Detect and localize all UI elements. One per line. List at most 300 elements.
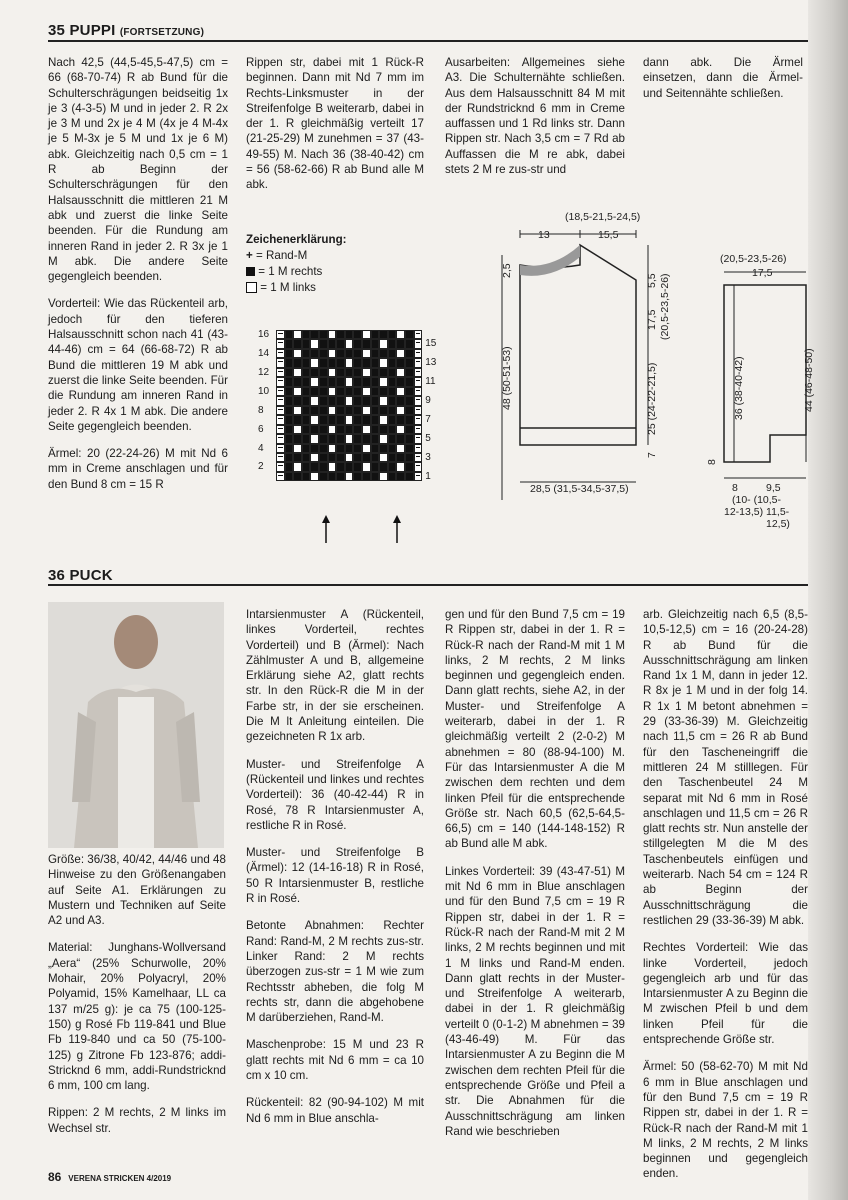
- chart-knit-cell: [319, 358, 328, 367]
- chart-knit-cell: [396, 396, 405, 405]
- chart-knit-cell: [328, 339, 337, 348]
- chart-knit-cell: [336, 358, 345, 367]
- chart-purl-cell: [345, 339, 354, 348]
- chart-knit-cell: [319, 368, 328, 377]
- chart-knit-cell: [310, 425, 319, 434]
- chart-knit-cell: [405, 387, 414, 396]
- chart-knit-cell: [328, 415, 337, 424]
- chart-edge-cell: [276, 396, 285, 405]
- chart-edge-cell: [276, 368, 285, 377]
- chart-knit-cell: [302, 453, 311, 462]
- chart-edge-cell: [414, 377, 423, 386]
- chart-edge-cell: [276, 462, 285, 471]
- dim-48: 48 (50-51-53): [501, 346, 513, 410]
- chart-knit-cell: [388, 339, 397, 348]
- chart-knit-cell: [302, 462, 311, 471]
- chart-purl-cell: [362, 387, 371, 396]
- chart-edge-cell: [276, 339, 285, 348]
- chart-purl-cell: [310, 339, 319, 348]
- purl-stitch-symbol: [246, 282, 257, 293]
- chart-purl-cell: [328, 349, 337, 358]
- chart-knit-cell: [396, 358, 405, 367]
- chart-knit-cell: [302, 472, 311, 481]
- chart-knit-cell: [302, 358, 311, 367]
- chart-knit-cell: [371, 462, 380, 471]
- chart-knit-cell: [285, 444, 294, 453]
- chart-knit-cell: [310, 462, 319, 471]
- chart-knit-cell: [396, 453, 405, 462]
- knit-stitch-symbol: [246, 267, 255, 276]
- chart-edge-cell: [414, 349, 423, 358]
- chart-purl-cell: [362, 406, 371, 415]
- paragraph: Hinweise zu den Größenangaben auf Seite A1. Erklärungen zu Mustern und Techniken auf Seite A2 und A3.: [48, 868, 226, 928]
- chart-knit-cell: [336, 339, 345, 348]
- dim-13: 13: [538, 229, 550, 241]
- chart-row-number: 10: [258, 385, 270, 397]
- chart-edge-cell: [414, 358, 423, 367]
- chart-knit-cell: [328, 434, 337, 443]
- edge-stitch-symbol: +: [246, 249, 253, 262]
- section-36-col2: [246, 607, 424, 1138]
- chart-purl-cell: [396, 387, 405, 396]
- chart-knit-cell: [336, 387, 345, 396]
- chart-purl-cell: [328, 425, 337, 434]
- chart-knit-cell: [353, 444, 362, 453]
- chart-knit-cell: [371, 434, 380, 443]
- chart-knit-cell: [362, 339, 371, 348]
- chart-knit-cell: [336, 472, 345, 481]
- chart-purl-cell: [293, 406, 302, 415]
- chart-purl-cell: [310, 415, 319, 424]
- chart-knit-cell: [405, 349, 414, 358]
- paragraph: Nach 42,5 (44,5-45,5-47,5) cm = 66 (68-70-74) R ab Bund für die Schulterschrägungen beidseitig 1x je 3 (4-3-5) M und in jeder 2. R 2x je 3 M und 2x je 4 M (4x je 4 M-4x je 5 M-3x je 5 M und 1x je 6 M) abk. Gleichzeitig nach 0,5 cm = 1 R ab Beginn der Schulterschrägungen für den Halsausschnitt die mittleren 21 M abk und zuerst die linke Seite beenden. Für die Rundung am inneren Rand in jeder 2. R 3x je 1 M abk. Die andere Seite gegengleich beenden.: [48, 56, 228, 284]
- chart-knit-cell: [302, 415, 311, 424]
- chart-knit-cell: [371, 453, 380, 462]
- chart-knit-cell: [285, 349, 294, 358]
- chart-knit-cell: [310, 406, 319, 415]
- chart-knit-cell: [302, 387, 311, 396]
- dim-5-5: 5,5: [646, 273, 658, 288]
- section-35-col3: [445, 55, 625, 189]
- chart-knit-cell: [371, 377, 380, 386]
- chart-row-number: 6: [258, 423, 264, 435]
- chart-knit-cell: [285, 425, 294, 434]
- legend-title: Zeichenerklärung:: [246, 233, 347, 246]
- chart-knit-cell: [371, 472, 380, 481]
- chart-knit-cell: [319, 396, 328, 405]
- chart-knit-cell: [388, 368, 397, 377]
- chart-knit-cell: [345, 425, 354, 434]
- arrow-up-icon: [322, 515, 330, 523]
- chart-knit-cell: [310, 349, 319, 358]
- chart-knit-cell: [353, 462, 362, 471]
- chart-purl-cell: [328, 368, 337, 377]
- legend-item-purl: [246, 280, 347, 296]
- chart-knit-cell: [388, 434, 397, 443]
- section-35-col4: [643, 55, 803, 113]
- legend-label: = 1 M rechts: [258, 265, 323, 278]
- legend: [246, 232, 347, 296]
- schematic-diagram: [440, 210, 815, 540]
- chart-knit-cell: [353, 349, 362, 358]
- chart-row-number: 7: [425, 414, 431, 426]
- magazine-name: VERENA STRICKEN 4/2019: [68, 1174, 172, 1183]
- chart-knit-cell: [319, 462, 328, 471]
- chart-purl-cell: [310, 434, 319, 443]
- sleeve-dim-b3: (10- (10,5-: [732, 494, 782, 506]
- chart-knit-cell: [328, 472, 337, 481]
- section-36-col4: [643, 607, 808, 1194]
- chart-purl-cell: [379, 396, 388, 405]
- chart-purl-cell: [345, 358, 354, 367]
- chart-purl-cell: [310, 472, 319, 481]
- chart-knit-cell: [319, 453, 328, 462]
- legend-item-knit: [246, 264, 347, 280]
- chart-edge-cell: [414, 425, 423, 434]
- chart-knit-cell: [405, 377, 414, 386]
- chart-purl-cell: [293, 387, 302, 396]
- chart-knit-cell: [336, 406, 345, 415]
- section-35-subtitle: (FORTSETZUNG): [119, 27, 205, 38]
- section-36-rule: [48, 584, 808, 586]
- chart-purl-cell: [310, 453, 319, 462]
- chart-edge-cell: [414, 330, 423, 339]
- chart-knit-cell: [353, 425, 362, 434]
- chart-knit-cell: [319, 387, 328, 396]
- chart-row-number: 8: [258, 404, 264, 416]
- chart-knit-cell: [371, 415, 380, 424]
- chart-edge-cell: [414, 396, 423, 405]
- chart-edge-cell: [414, 406, 423, 415]
- chart-knit-cell: [345, 387, 354, 396]
- chart-purl-cell: [345, 415, 354, 424]
- chart-edge-cell: [414, 434, 423, 443]
- chart-knit-cell: [328, 396, 337, 405]
- chart-purl-cell: [328, 406, 337, 415]
- section-35-title: [48, 22, 204, 39]
- chart-knit-cell: [405, 406, 414, 415]
- chart-knit-cell: [319, 472, 328, 481]
- chart-knit-cell: [396, 339, 405, 348]
- chart-edge-cell: [276, 387, 285, 396]
- chart-knit-cell: [285, 472, 294, 481]
- chart-knit-cell: [319, 349, 328, 358]
- adjacent-page-edge: [808, 0, 848, 1200]
- chart-knit-cell: [379, 406, 388, 415]
- chart-knit-cell: [388, 396, 397, 405]
- paragraph: Rippen str, dabei mit 1 Rück-R beginnen. Dann mit Nd 7 mm im Rechts-Linksmuster in der Streifenfolge B weiterarb, dabei in der 1. R gleichmäßig verteilt 17 (21-25-29) M zunehmen = 37 (43-49-55) M. Nach 36 (38-40-42) cm = 56 (58-62-66) R ab Bund alle M abk.: [246, 56, 424, 192]
- chart-knit-cell: [345, 444, 354, 453]
- chart-knit-cell: [302, 425, 311, 434]
- chart-knit-cell: [353, 434, 362, 443]
- chart-edge-cell: [276, 453, 285, 462]
- dim-17-5-sizes: (20,5-23,5-26): [659, 273, 671, 340]
- chart-purl-cell: [396, 368, 405, 377]
- chart-knit-cell: [353, 358, 362, 367]
- chart-knit-cell: [405, 425, 414, 434]
- chart-knit-cell: [353, 396, 362, 405]
- chart-purl-cell: [396, 462, 405, 471]
- chart-knit-cell: [396, 434, 405, 443]
- paragraph: Ärmel: 20 (22-24-26) M mit Nd 6 mm in Creme anschlagen und für den Bund 8 cm = 15 R: [48, 447, 228, 491]
- chart-knit-cell: [293, 415, 302, 424]
- chart-edge-cell: [414, 472, 423, 481]
- dim-top: (18,5-21,5-24,5): [565, 211, 641, 223]
- chart-knit-cell: [285, 368, 294, 377]
- chart-knit-cell: [388, 472, 397, 481]
- chart-row-number: 5: [425, 433, 431, 445]
- paragraph: Vorderteil: Wie das Rückenteil arb, jedoch für den tieferen Halsausschnitt schon nach 41 (43-44-46) cm = 64 (66-68-72) R ab Bund die mittleren 19 M abk und zuerst die linke Seite beenden. Für die Rundung am inneren Rand in jeder 2. R 4x 1 M abk. Die andere Seite gegengleich beenden.: [48, 297, 228, 433]
- paragraph: Maschenprobe: 15 M und 23 R glatt rechts mit Nd 6 mm = ca 10 cm x 10 cm.: [246, 1038, 424, 1083]
- chart-purl-cell: [310, 358, 319, 367]
- chart-purl-cell: [293, 368, 302, 377]
- chart-knit-cell: [319, 339, 328, 348]
- chart-row-number: 13: [425, 357, 437, 369]
- chart-edge-cell: [414, 339, 423, 348]
- chart-knit-cell: [379, 462, 388, 471]
- chart-knit-cell: [388, 406, 397, 415]
- chart-knit-cell: [388, 358, 397, 367]
- chart-knit-cell: [405, 472, 414, 481]
- chart-row-number: 1: [425, 470, 431, 482]
- sleeve-dim-b5: 12,5): [766, 518, 790, 530]
- sleeve-dim-b2: 9,5: [766, 482, 781, 494]
- chart-knit-cell: [345, 368, 354, 377]
- chart-knit-cell: [353, 406, 362, 415]
- chart-edge-cell: [276, 425, 285, 434]
- paragraph: Ärmel: 50 (58-62-70) M mit Nd 6 mm in Blue anschlagen und für den Bund 7,5 cm = 19 R Rippen str, dabei in der 1. R = Rück-R nach der Rand-M mit 1 M links, 2 M rechts, 2 M links beginnen und gegengleich enden.: [643, 1060, 808, 1181]
- chart-knit-cell: [293, 396, 302, 405]
- chart-purl-cell: [293, 330, 302, 339]
- chart-knit-cell: [302, 349, 311, 358]
- chart-knit-cell: [285, 387, 294, 396]
- chart-purl-cell: [328, 462, 337, 471]
- chart-purl-cell: [345, 396, 354, 405]
- paragraph: Rechtes Vorderteil: Wie das linke Vorderteil, jedoch gegengleich arb und für das Intarsienmuster A zu Beginn die M zwischen Pfeil b und dem linken Pfeil für die entsprechende Größe str.: [643, 941, 808, 1047]
- chart-purl-cell: [362, 368, 371, 377]
- chart-purl-cell: [362, 444, 371, 453]
- paragraph: Intarsienmuster A (Rückenteil, linkes Vorderteil, rechtes Vorderteil) und B (Ärmel): Nach Zählmuster A und B, allgemeine Erklärung siehe A2, glatt rechts str. In den Rück-R die M in der Farbe str, in der sie erscheinen. Die M lt Anleitung einteilen. Die gezeichneten R 1x arb.: [246, 608, 424, 744]
- chart-row-number: 3: [425, 451, 431, 463]
- chart-purl-cell: [345, 453, 354, 462]
- chart-knit-cell: [396, 377, 405, 386]
- chart-knit-cell: [371, 425, 380, 434]
- chart-knit-cell: [379, 330, 388, 339]
- chart-knit-cell: [293, 377, 302, 386]
- chart-knit-cell: [319, 425, 328, 434]
- chart-row-number: 15: [425, 338, 437, 350]
- section-35-rule: [48, 40, 808, 42]
- chart-purl-cell: [293, 349, 302, 358]
- dim-2-5: 2,5: [501, 263, 513, 278]
- chart-knit-cell: [345, 349, 354, 358]
- chart-knit-cell: [379, 349, 388, 358]
- chart-knit-cell: [310, 368, 319, 377]
- chart-knit-cell: [302, 444, 311, 453]
- chart-knit-cell: [336, 330, 345, 339]
- chart-knit-cell: [336, 377, 345, 386]
- section-36-title: 36 PUCK: [48, 567, 113, 584]
- chart-purl-cell: [379, 377, 388, 386]
- chart-knit-cell: [379, 387, 388, 396]
- chart-knit-cell: [362, 472, 371, 481]
- chart-edge-cell: [414, 387, 423, 396]
- chart-knit-cell: [405, 453, 414, 462]
- sleeve-dim-8: 8: [706, 459, 718, 465]
- chart-knit-cell: [302, 406, 311, 415]
- chart-knit-cell: [328, 453, 337, 462]
- chart-purl-cell: [345, 377, 354, 386]
- chart-row-number: 16: [258, 329, 270, 340]
- neckline-shading: [520, 245, 580, 276]
- dim-7: 7: [646, 452, 658, 458]
- chart-knit-cell: [285, 339, 294, 348]
- chart-purl-cell: [328, 444, 337, 453]
- chart-knit-cell: [405, 462, 414, 471]
- paragraph: Muster- und Streifenfolge B (Ärmel): 12 (14-16-18) R in Rosé, 50 R Intarsienmuster B, restliche R in Rosé.: [246, 846, 424, 906]
- chart-knit-cell: [396, 415, 405, 424]
- chart-knit-cell: [345, 462, 354, 471]
- chart-knit-cell: [388, 415, 397, 424]
- chart-edge-cell: [276, 330, 285, 339]
- chart-knit-cell: [336, 453, 345, 462]
- chart-knit-cell: [362, 358, 371, 367]
- chart-knit-cell: [353, 339, 362, 348]
- chart-edge-cell: [414, 368, 423, 377]
- sleeve-dim-44: 44 (46-48-50): [803, 348, 815, 412]
- chart-knit-cell: [388, 387, 397, 396]
- chart-purl-cell: [379, 358, 388, 367]
- chart-knit-cell: [293, 434, 302, 443]
- chart-knit-cell: [405, 444, 414, 453]
- chart-knit-cell: [362, 453, 371, 462]
- chart-edge-cell: [276, 444, 285, 453]
- chart-knit-cell: [379, 425, 388, 434]
- chart-knit-cell: [371, 358, 380, 367]
- chart-purl-cell: [396, 406, 405, 415]
- chart-row-number: 11: [425, 376, 436, 388]
- chart-knit-cell: [353, 453, 362, 462]
- chart-purl-cell: [396, 330, 405, 339]
- chart-purl-cell: [379, 453, 388, 462]
- chart-knit-cell: [319, 406, 328, 415]
- chart-knit-cell: [336, 368, 345, 377]
- chart-knit-cell: [362, 415, 371, 424]
- chart-knit-cell: [328, 377, 337, 386]
- paragraph: Material: Junghans-Wollversand „Aera“ (25% Schurwolle, 20% Mohair, 20% Polyacryl, 20% Polyamid, 15% Kamelhaar, LL ca 137 m/25 g): je ca 75 (100-125-150) g Rosé Fb 119-841 und Blue Fb 119-840 und ca 50 (75-100-125) g Zitrone Fb 123-876; addi-Stricknd 6 mm, addi-Rundstricknd 6 mm, 100 cm lang.: [48, 941, 226, 1093]
- arrow-up-icon: [393, 515, 401, 523]
- chart-knit-cell: [405, 358, 414, 367]
- chart-knit-cell: [371, 396, 380, 405]
- chart-knit-cell: [336, 462, 345, 471]
- chart-knit-cell: [319, 434, 328, 443]
- chart-knit-cell: [353, 387, 362, 396]
- sleeve-dim-top: (20,5-23,5-26): [720, 253, 787, 265]
- chart-knit-cell: [379, 368, 388, 377]
- section-36-col1: [48, 852, 226, 1148]
- chart-knit-cell: [353, 377, 362, 386]
- page-number: 86: [48, 1170, 62, 1184]
- chart-knit-cell: [302, 434, 311, 443]
- chart-knit-cell: [371, 387, 380, 396]
- chart-knit-cell: [388, 377, 397, 386]
- chart-knit-cell: [285, 453, 294, 462]
- chart-knit-cell: [302, 339, 311, 348]
- chart-knit-cell: [396, 472, 405, 481]
- stitch-chart: [258, 329, 437, 515]
- chart-knit-cell: [336, 425, 345, 434]
- chart-purl-cell: [293, 462, 302, 471]
- paragraph: arb. Gleichzeitig nach 6,5 (8,5-10,5-12,5) cm = 16 (20-24-28) R ab Bund für die Ausschnittschrägung am linken Rand 1x 1 M, dann in jeder 12. R 8x je 1 M und in der folg 14. R 1x 1 M betont abnehmen = 29 (33-36-39) M. Gleichzeitig nach 11,5 cm = 26 R ab Bund für den Tascheneingriff die mittleren 24 M stilllegen. Für den Taschenbeutel 24 M separat mit Nd 6 mm in Rosé anschlagen und 11,5 cm = 26 R glatt rechts str. Nun anstelle der stillgelegten M die M des Taschenbeutels einfügen und weiterarb. Nach 54 cm = 124 R ab Beginn der Ausschnittschrägung die restlichen 29 (33-36-39) M abk.: [643, 608, 808, 927]
- chart-knit-cell: [388, 462, 397, 471]
- chart-knit-cell: [319, 330, 328, 339]
- chart-edge-cell: [276, 349, 285, 358]
- model-photo: [48, 602, 224, 848]
- legend-label: = Rand-M: [256, 249, 308, 262]
- paragraph: Rippen: 2 M rechts, 2 M links im Wechsel str.: [48, 1106, 226, 1135]
- chart-edge-cell: [276, 377, 285, 386]
- chart-purl-cell: [345, 434, 354, 443]
- chart-knit-cell: [336, 415, 345, 424]
- paragraph: Linkes Vorderteil: 39 (43-47-51) M mit Nd 6 mm in Blue anschlagen und für den Bund 7,5 cm = 19 R Rippen str, dabei in der 1. R = Rück-R nach der Rand-M mit 2 M links, 2 M rechts beginnen und mit 1 M links und Rand-M enden. Dann glatt rechts in der Muster- und Streifenfolge A weiterarb, dabei in der 1. R gleichmäßig verteilt 0 (0-1-2) M abnehmen = 39 (43-46-49) M. Für das Intarsienmuster A zu Beginn die M zwischen dem rechten Pfeil für die entsprechende Größe und Pfeil a str. Die Abnahmen für die Ausschnittschrägung am linken Rand wie beschrieben: [445, 864, 625, 1138]
- chart-knit-cell: [371, 339, 380, 348]
- chart-knit-cell: [328, 358, 337, 367]
- chart-knit-cell: [405, 396, 414, 405]
- chart-knit-cell: [319, 377, 328, 386]
- chart-purl-cell: [310, 396, 319, 405]
- chart-knit-cell: [293, 358, 302, 367]
- chart-purl-cell: [379, 434, 388, 443]
- section-35-number: 35 PUPPI: [48, 22, 116, 39]
- chart-knit-cell: [302, 368, 311, 377]
- chart-purl-cell: [379, 415, 388, 424]
- chart-purl-cell: [328, 387, 337, 396]
- chart-knit-cell: [310, 330, 319, 339]
- chart-purl-cell: [396, 444, 405, 453]
- chart-knit-cell: [362, 434, 371, 443]
- dim-17-5: 17,5: [646, 309, 658, 330]
- chart-knit-cell: [285, 462, 294, 471]
- dim-25: 25 (24-22-21,5): [646, 362, 658, 435]
- chart-purl-cell: [293, 444, 302, 453]
- chart-knit-cell: [319, 444, 328, 453]
- paragraph: Betonte Abnahmen: Rechter Rand: Rand-M, 2 M rechts zus-str. Linker Rand: 2 M rechts überzogen zus-str = 1 M wie zum Rechtsstr abheben, die folg M rechts str, dann die abgehobene M darüberziehen, Rand-M.: [246, 919, 424, 1025]
- chart-row-number: 9: [425, 395, 431, 407]
- section-36-col3: [445, 607, 625, 1151]
- chart-knit-cell: [353, 330, 362, 339]
- paragraph: gen und für den Bund 7,5 cm = 19 R Rippen str, dabei in der 1. R = Rück-R nach der Rand-M mit 1 M links, 2 M rechts, 2 M links beginnen und gegengleich enden. Dann glatt rechts, siehe A2, in der Muster- und Streifenfolge A weiterarb, dabei in der 1. R gleichmäßig verteilt 2 (2-0-2) M abnehmen = 80 (88-94-100) M. Für das Intarsienmuster A die M zwischen dem rechten und dem linken Pfeil für die entsprechende Größe str. Nach 60,5 (62,5-64,5-66,5) cm = 140 (144-148-152) R ab Bund alle M abk.: [445, 608, 625, 851]
- chart-purl-cell: [345, 472, 354, 481]
- chart-knit-cell: [353, 472, 362, 481]
- chart-knit-cell: [310, 444, 319, 453]
- chart-row-number: 4: [258, 442, 264, 454]
- chart-knit-cell: [388, 349, 397, 358]
- paragraph: Rückenteil: 82 (90-94-102) M mit Nd 6 mm in Blue anschla-: [246, 1096, 424, 1125]
- chart-arrows: [318, 515, 418, 545]
- chart-knit-cell: [302, 330, 311, 339]
- chart-edge-cell: [276, 406, 285, 415]
- chart-edge-cell: [414, 415, 423, 424]
- chart-edge-cell: [414, 453, 423, 462]
- dim-15-5: 15,5: [598, 229, 619, 241]
- legend-label: = 1 M links: [260, 281, 316, 294]
- chart-edge-cell: [276, 415, 285, 424]
- chart-knit-cell: [310, 387, 319, 396]
- chart-knit-cell: [371, 406, 380, 415]
- chart-knit-cell: [302, 396, 311, 405]
- chart-purl-cell: [362, 462, 371, 471]
- chart-purl-cell: [362, 425, 371, 434]
